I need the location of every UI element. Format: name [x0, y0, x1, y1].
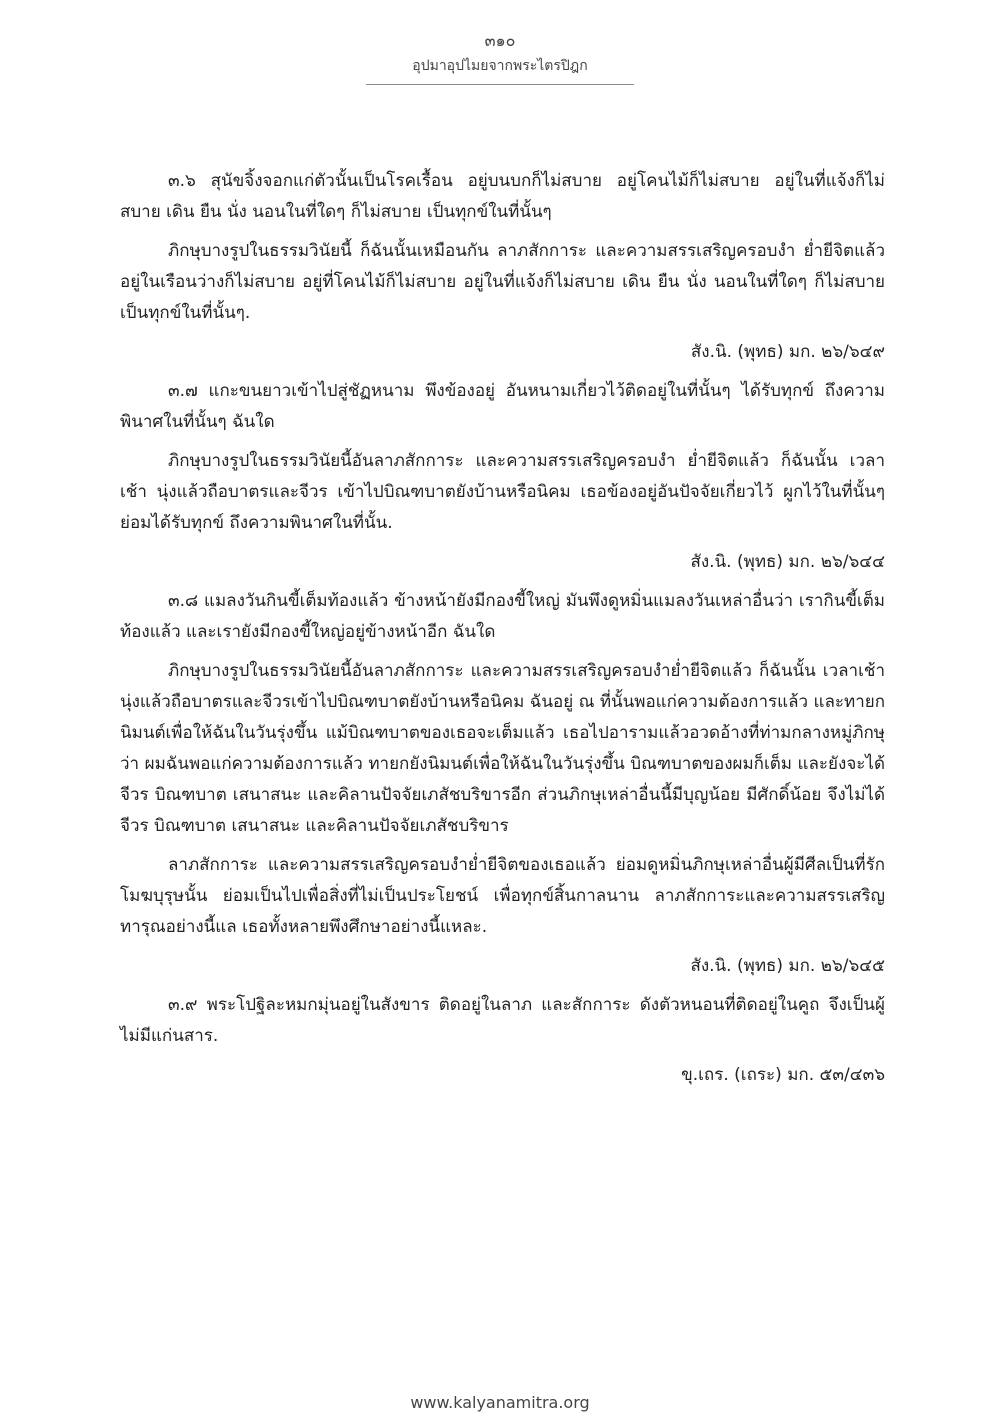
paragraph-3-8: ๓.๘ แมลงวันกินขี้เต็มท้องแล้ว ข้างหน้ายังมีกองขี้ใหญ่ มันพึงดูหมิ่นแมลงวันเหล่าอื่นว่า เรากินขี้เต็มท้องแล้ว และเรายังมีกองขี้ใหญ่อยู่ข้างหน้าอีก ฉันใด	[120, 591, 885, 642]
paragraph-3-8-conclusion: ลาภสักการะ และความสรรเสริญครอบงำย่ำยีจิตของเธอแล้ว ย่อมดูหมิ่นภิกษุเหล่าอื่นผู้มีศีลเป็นที่รัก โมฆบุรุษนั้น ย่อมเป็นไปเพื่อสิ่งที่ไม่เป็นประโยชน์ เพื่อทุกข์สิ้นกาลนาน ลาภสักการะและความสรรเสริญทารุณอย่างนี้แล เธอทั้งหลายพึงศึกษาอย่างนี้แหละ.	[120, 855, 885, 937]
citation-3-9: ขุ.เถร. (เถระ) มก. ๕๓/๔๓๖	[681, 1065, 885, 1085]
paragraph-3-7: ๓.๗ แกะขนยาวเข้าไปสู่ชัฏหนาม พึงข้องอยู่ อันหนามเกี่ยวไว้ติดอยู่ในที่นั้นๆ ได้รับทุกข์ ถึงความพินาศในที่นั้นๆ ฉันใด	[120, 381, 885, 432]
paragraph-3-7-explanation: ภิกษุบางรูปในธรรมวินัยนี้อันลาภสักการะ และความสรรเสริญครอบงำ ย่ำยีจิตแล้ว ก็ฉันนั้น เวลาเช้า นุ่งแล้วถือบาตรและจีวร เข้าไปบิณฑบาตยังบ้านหรือนิคม เธอข้องอยู่อันปัจจัยเกี่ยวไว้ ผูกไว้ในที่นั้นๆ ย่อมได้รับทุกข์ ถึงความพินาศในที่นั้น.	[120, 451, 885, 533]
paragraph-3-9: ๓.๙ พระโปฐิละหมกมุ่นอยู่ในสังขาร ติดอยู่ในลาภ และสักการะ ดังตัวหนอนที่ติดอยู่ในคูถ จึงเป็นผู้ไม่มีแก่นสาร.	[120, 995, 885, 1046]
page-number: ๓๑๐	[484, 31, 516, 50]
paragraph-3-8-explanation: ภิกษุบางรูปในธรรมวินัยนี้อันลาภสักการะ และความสรรเสริญครอบงำย่ำยีจิตแล้ว ก็ฉันนั้น เวลาเช้า นุ่งแล้วถือบาตรและจีวรเข้าไปบิณฑบาตยังบ้านหรือนิคม ฉันอยู่ ณ ที่นั้นพอแก่ความต้องการแล้ว และทายกนิมนต์เพื่อให้ฉันในวันรุ่งขึ้น แม้บิณฑบาตของเธอจะเต็มแล้ว เธอไปอารามแล้วอวดอ้างที่ท่ามกลางหมู่ภิกษุว่า ผมฉันพอแก่ความต้องการแล้ว ทายกยังนิมนต์เพื่อให้ฉันในวันรุ่งขึ้น บิณฑบาตของผมก็เต็ม และยังจะได้จีวร บิณฑบาต เสนาสนะ และคิลานปัจจัยเภสัชบริขารอีก ส่วนภิกษุเหล่าอื่นนี้มีบุญน้อย มีศักดิ์น้อย จึงไม่ได้จีวร บิณฑบาต เสนาสนะ และคิลานปัจจัยเภสัชบริขาร	[120, 661, 885, 836]
page-header	[0, 30, 1000, 85]
header-divider	[366, 84, 634, 85]
paragraph-3-6-explanation: ภิกษุบางรูปในธรรมวินัยนี้ ก็ฉันนั้นเหมือนกัน ลาภสักการะ และความสรรเสริญครอบงำ ย่ำยีจิตแล้ว อยู่ในเรือนว่างก็ไม่สบาย อยู่ที่โคนไม้ก็ไม่สบาย อยู่ในที่แจ้งก็ไม่สบาย เดิน ยืน นั่ง นอนในที่ใดๆ ก็ไม่สบาย เป็นทุกข์ในที่นั้นๆ.	[120, 241, 885, 323]
document-body	[120, 166, 885, 1099]
book-title: อุปมาอุปไมยจากพระไตรปิฎก	[412, 58, 588, 74]
paragraph-3-6: ๓.๖ สุนัขจิ้งจอกแก่ตัวนั้นเป็นโรคเรื้อน อยู่บนบกก็ไม่สบาย อยู่โคนไม้ก็ไม่สบาย อยู่ในที่แจ้งก็ไม่สบาย เดิน ยืน นั่ง นอนในที่ใดๆ ก็ไม่สบาย เป็นทุกข์ในที่นั้นๆ	[120, 171, 885, 222]
footer-website: www.kalyanamitra.org	[410, 1393, 590, 1412]
citation-3-8: สัง.นิ. (พุทธ) มก. ๒๖/๖๔๕	[690, 956, 885, 976]
citation-3-7: สัง.นิ. (พุทธ) มก. ๒๖/๖๔๔	[690, 552, 885, 572]
citation-3-6: สัง.นิ. (พุทธ) มก. ๒๖/๖๔๙	[690, 342, 885, 362]
